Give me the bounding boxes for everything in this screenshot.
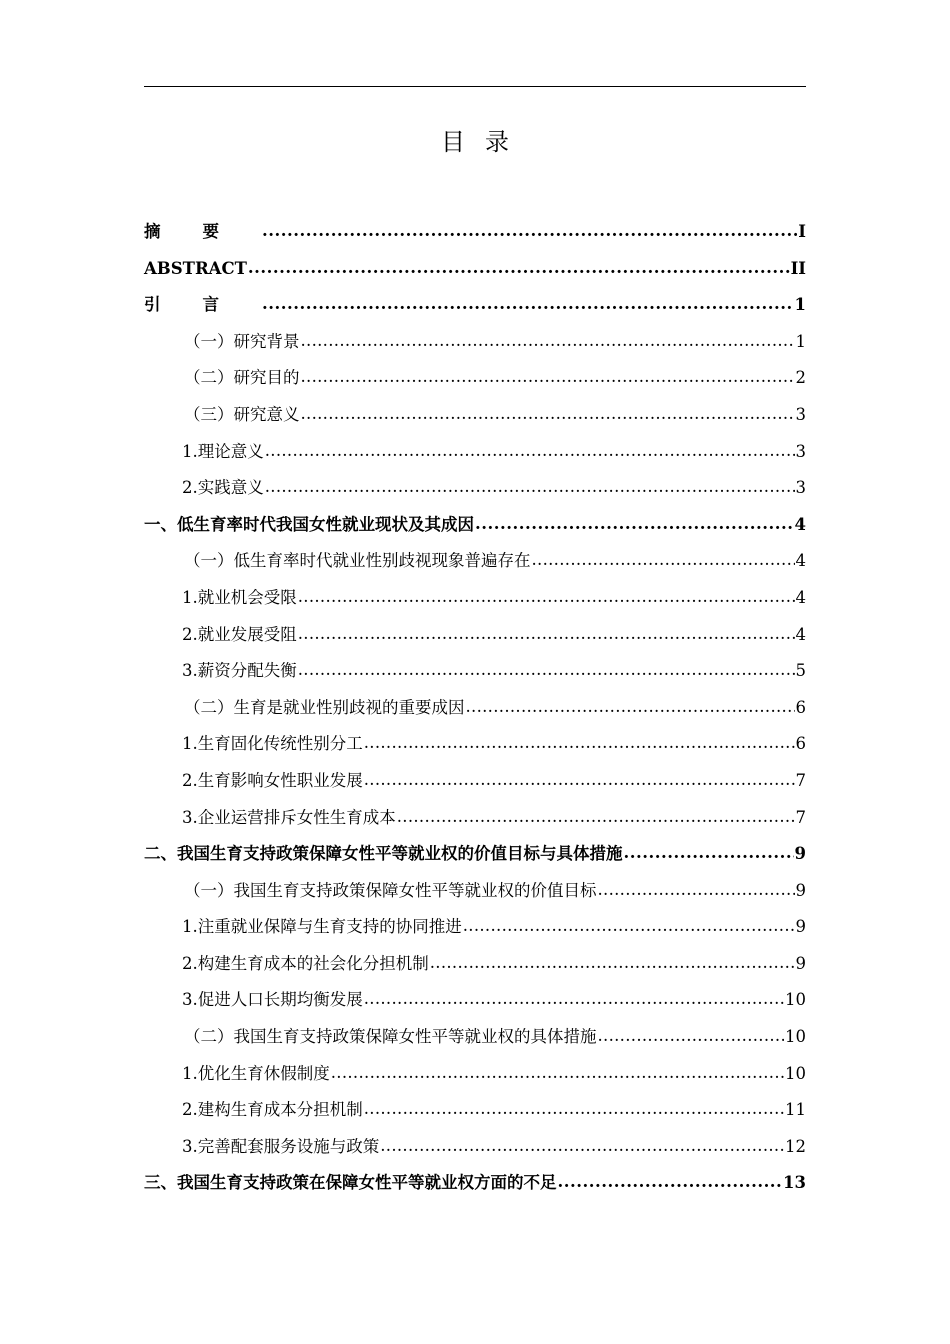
toc-entry[interactable] bbox=[144, 617, 806, 654]
toc-entry-page-number: 9 bbox=[795, 953, 806, 973]
toc-entry[interactable] bbox=[144, 690, 806, 727]
toc-entry[interactable] bbox=[144, 360, 806, 397]
toc-entry-page-number: 2 bbox=[795, 368, 806, 388]
toc-entry-page-number: 6 bbox=[795, 697, 806, 717]
toc-entry[interactable] bbox=[144, 1019, 806, 1056]
toc-entry-label: （二）研究目的 bbox=[184, 368, 300, 388]
toc-entry[interactable] bbox=[144, 946, 806, 983]
toc-entry-page-number: 10 bbox=[785, 1027, 806, 1047]
toc-entry-label: 3.完善配套服务设施与政策 bbox=[182, 1136, 380, 1156]
toc-dot-leader bbox=[262, 213, 797, 250]
toc-entry-label: 3.促进人口长期均衡发展 bbox=[182, 990, 363, 1010]
toc-entry-label: 1.生育固化传统性别分工 bbox=[182, 734, 363, 754]
toc-entry-label: 1.优化生育休假制度 bbox=[182, 1063, 330, 1083]
toc-dot-leader bbox=[430, 945, 795, 982]
toc-entry-page-number: 4 bbox=[795, 624, 806, 644]
toc-dot-leader bbox=[598, 1018, 785, 1055]
toc-entry-label: 三、我国生育支持政策在保障女性平等就业权方面的不足 bbox=[144, 1173, 557, 1193]
toc-entry-label: （一）我国生育支持政策保障女性平等就业权的价值目标 bbox=[184, 880, 597, 900]
toc-entry[interactable] bbox=[144, 543, 806, 580]
toc-dot-leader bbox=[397, 799, 795, 836]
page-title: 目录 bbox=[441, 128, 529, 156]
toc-dot-leader bbox=[380, 1128, 784, 1165]
toc-entry-label: （二）生育是就业性别歧视的重要成因 bbox=[184, 697, 465, 717]
toc-entry-page-number: 4 bbox=[795, 587, 806, 607]
toc-entry-label: （一）低生育率时代就业性别歧视现象普遍存在 bbox=[184, 551, 531, 571]
toc-entry-page-number: 7 bbox=[795, 807, 806, 827]
toc-entry[interactable] bbox=[144, 836, 806, 873]
toc-entry-label: 2.就业发展受阻 bbox=[182, 624, 297, 644]
toc-entry[interactable] bbox=[144, 251, 806, 288]
toc-entry[interactable] bbox=[144, 726, 806, 763]
toc-entry-page-number: I bbox=[798, 222, 806, 241]
toc-entry[interactable] bbox=[144, 324, 806, 361]
toc-entry-label: 2.构建生育成本的社会化分担机制 bbox=[182, 953, 429, 973]
toc-entry-label: 1.注重就业保障与生育支持的协同推进 bbox=[182, 917, 462, 937]
toc-entry-label: 3.薪资分配失衡 bbox=[182, 661, 297, 681]
toc-entry[interactable] bbox=[144, 1165, 806, 1202]
toc-dot-leader bbox=[364, 762, 795, 799]
toc-dot-leader bbox=[598, 872, 795, 909]
toc-dot-leader bbox=[624, 835, 794, 872]
toc-dot-leader bbox=[466, 689, 795, 726]
toc-entry-page-number: 9 bbox=[795, 880, 806, 900]
toc-entry-label: ABSTRACT bbox=[144, 258, 247, 278]
toc-entry-page-number: 1 bbox=[795, 331, 806, 351]
toc-dot-leader bbox=[265, 433, 795, 470]
toc-dot-leader bbox=[301, 323, 795, 360]
toc-entry-label: 二、我国生育支持政策保障女性平等就业权的价值目标与具体措施 bbox=[144, 844, 623, 864]
toc-entry-page-number: 4 bbox=[794, 514, 806, 534]
toc-entry-page-number: 3 bbox=[795, 441, 806, 461]
toc-dot-leader bbox=[331, 1055, 784, 1092]
toc-dot-leader bbox=[475, 506, 794, 543]
toc-entry-label: 2.实践意义 bbox=[182, 478, 264, 498]
toc-entry[interactable] bbox=[144, 909, 806, 946]
toc-entry[interactable] bbox=[144, 287, 806, 324]
toc-entry[interactable] bbox=[144, 982, 806, 1019]
table-of-contents bbox=[144, 214, 806, 1202]
toc-dot-leader bbox=[532, 542, 795, 579]
toc-entry-label: 2.生育影响女性职业发展 bbox=[182, 770, 363, 790]
toc-entry-label: 3.企业运营排斥女性生育成本 bbox=[182, 807, 396, 827]
toc-entry[interactable] bbox=[144, 507, 806, 544]
toc-dot-leader bbox=[301, 396, 795, 433]
toc-entry-page-number: 7 bbox=[795, 770, 806, 790]
toc-dot-leader bbox=[364, 725, 795, 762]
toc-entry[interactable] bbox=[144, 873, 806, 910]
toc-entry-page-number: 13 bbox=[783, 1173, 806, 1193]
toc-entry-label: 一、低生育率时代我国女性就业现状及其成因 bbox=[144, 514, 474, 534]
toc-entry[interactable] bbox=[144, 470, 806, 507]
toc-dot-leader bbox=[301, 359, 795, 396]
toc-entry-page-number: 10 bbox=[785, 990, 806, 1010]
toc-entry-page-number: 9 bbox=[794, 844, 806, 864]
toc-entry[interactable] bbox=[144, 214, 806, 251]
toc-entry-label: 2.建构生育成本分担机制 bbox=[182, 1100, 363, 1120]
toc-entry[interactable] bbox=[144, 1056, 806, 1093]
toc-entry-page-number: 3 bbox=[795, 404, 806, 424]
toc-dot-leader bbox=[364, 981, 784, 1018]
toc-entry-label: （二）我国生育支持政策保障女性平等就业权的具体措施 bbox=[184, 1027, 597, 1047]
toc-entry-label: （一）研究背景 bbox=[184, 331, 300, 351]
toc-dot-leader bbox=[298, 652, 795, 689]
toc-entry-page-number: 10 bbox=[785, 1063, 806, 1083]
toc-entry[interactable] bbox=[144, 763, 806, 800]
toc-entry-page-number: 11 bbox=[785, 1100, 806, 1120]
toc-entry[interactable] bbox=[144, 1129, 806, 1166]
toc-entry-page-number: 5 bbox=[795, 661, 806, 681]
toc-entry[interactable] bbox=[144, 397, 806, 434]
toc-dot-leader bbox=[558, 1164, 783, 1201]
header-rule bbox=[144, 86, 806, 87]
toc-entry-page-number: 4 bbox=[795, 551, 806, 571]
toc-entry-label: （三）研究意义 bbox=[184, 404, 300, 424]
toc-entry-page-number: 9 bbox=[795, 917, 806, 937]
toc-entry[interactable] bbox=[144, 580, 806, 617]
toc-entry-label: 摘要 bbox=[144, 222, 261, 241]
toc-entry[interactable] bbox=[144, 653, 806, 690]
toc-entry[interactable] bbox=[144, 800, 806, 837]
toc-dot-leader bbox=[298, 579, 795, 616]
toc-entry-page-number: 12 bbox=[785, 1136, 806, 1156]
toc-dot-leader bbox=[463, 908, 795, 945]
toc-dot-leader bbox=[364, 1091, 784, 1128]
toc-entry[interactable] bbox=[144, 1092, 806, 1129]
toc-entry[interactable] bbox=[144, 434, 806, 471]
toc-entry-page-number: II bbox=[790, 258, 806, 278]
toc-entry-page-number: 1 bbox=[794, 295, 806, 315]
toc-dot-leader bbox=[262, 286, 794, 323]
toc-entry-label: 引言 bbox=[144, 295, 261, 315]
toc-entry-label: 1.理论意义 bbox=[182, 441, 264, 461]
toc-entry-label: 1.就业机会受限 bbox=[182, 587, 297, 607]
toc-dot-leader bbox=[298, 616, 795, 653]
toc-entry-page-number: 3 bbox=[795, 478, 806, 498]
toc-entry-page-number: 6 bbox=[795, 734, 806, 754]
toc-dot-leader bbox=[248, 250, 790, 287]
toc-dot-leader bbox=[265, 469, 795, 506]
